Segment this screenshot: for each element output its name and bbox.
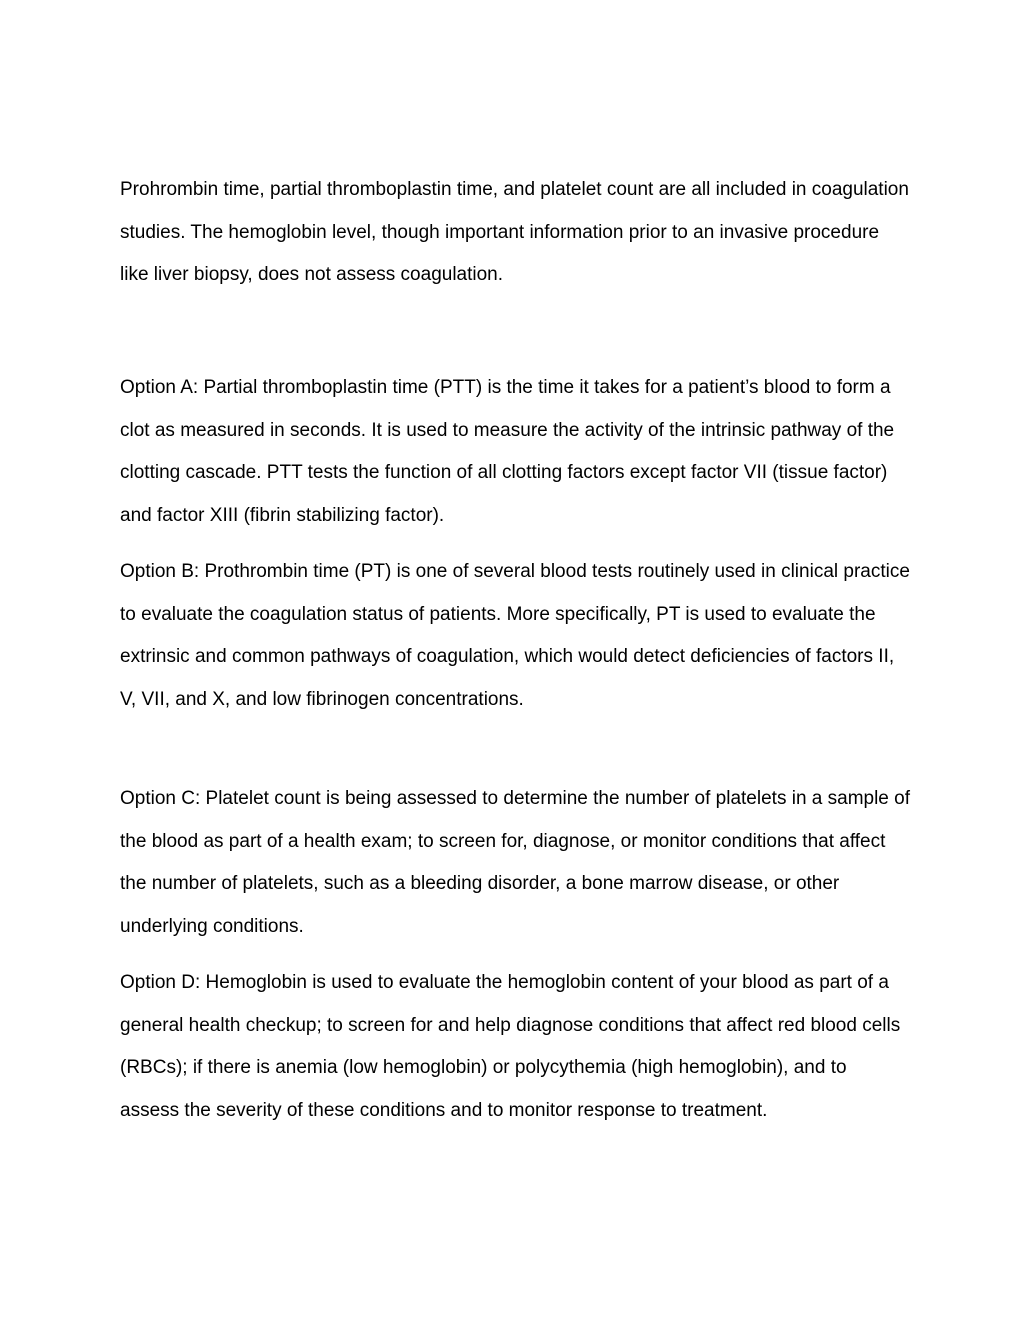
option-c-paragraph: Option C: Platelet count is being assessed to determine the number of platelets in a sample of the blood as part of a health exam; to screen for, diagnose, or monitor conditions that affect the number of platelets, such as a bleeding disorder, a bone marrow disease, or other underlying conditions. bbox=[120, 788, 911, 937]
intro-paragraph: Prohrombin time, partial thromboplastin time, and platelet count are all included in coagulation studies. The hemoglobin level, though important information prior to an invasive procedure like liver biopsy, does not assess coagulation. bbox=[120, 179, 909, 286]
option-b-paragraph: Option B: Prothrombin time (PT) is one of several blood tests routinely used in clinical practice to evaluate the coagulation status of patients. More specifically, PT is used to evaluate the extrinsic and common pathways of coagulation, which would detect deficiencies of factors II, V, VII, and X, and low fibrinogen concentrations. bbox=[120, 561, 910, 710]
option-d-paragraph: Option D: Hemoglobin is used to evaluate the hemoglobin content of your blood as part of a general health checkup; to screen for and help diagnose conditions that affect red blood cells (RBCs); if there is anemia (low hemoglobin) or polycythemia (high hemoglobin), and to assess the severity of these conditions and to monitor response to treatment. bbox=[120, 972, 901, 1121]
option-a-paragraph: Option A: Partial thromboplastin time (PTT) is the time it takes for a patient’s blood to form a clot as measured in seconds. It is used to measure the activity of the intrinsic pathway of the clotting cascade. PTT tests the function of all clotting factors except factor VII (tissue factor) and factor XIII (fibrin stabilizing factor). bbox=[120, 377, 895, 526]
